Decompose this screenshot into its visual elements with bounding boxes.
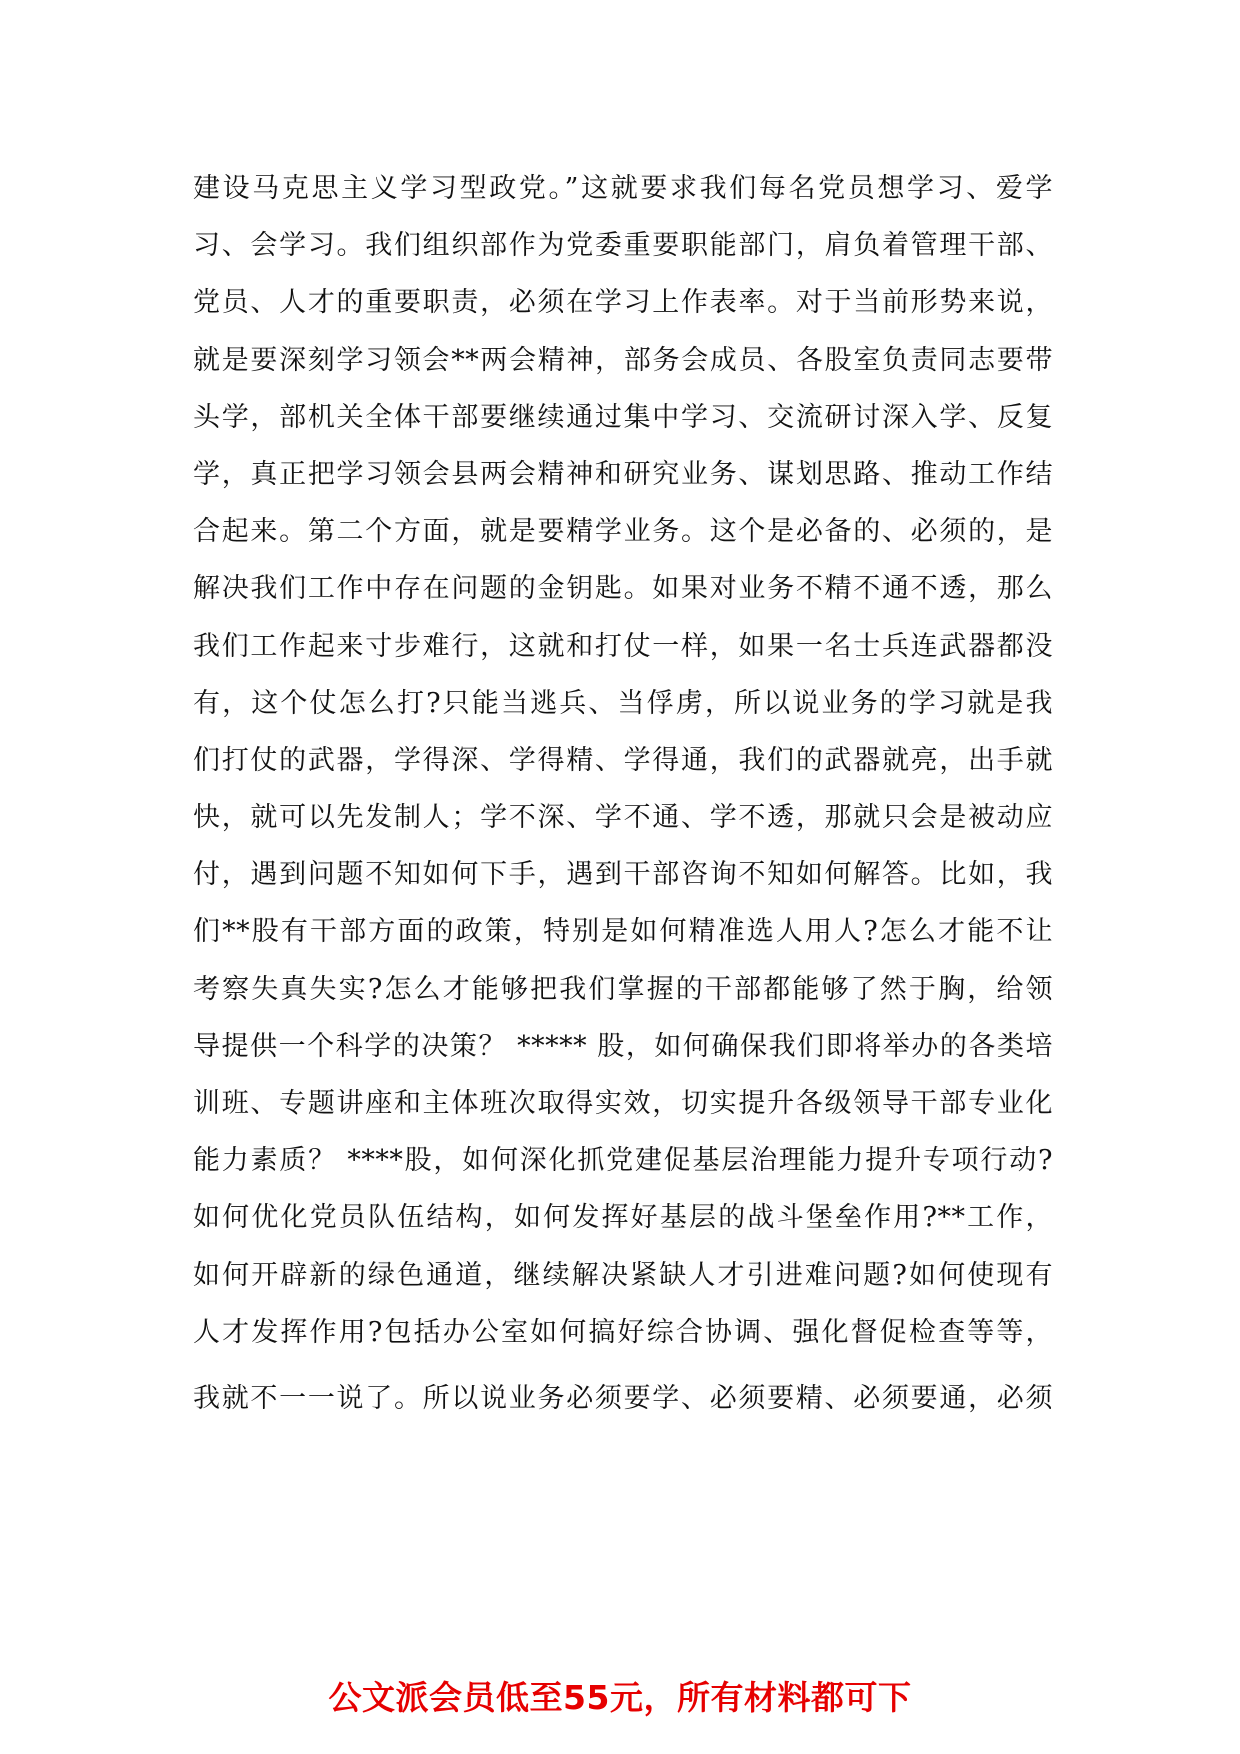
- text-line: 头学，部机关全体干部要继续通过集中学习、交流研讨深入学、反复: [193, 401, 1053, 433]
- text-line: 有，这个仗怎么打?只能当逃兵、当俘虏，所以说业务的学习就是我: [193, 687, 1053, 719]
- text-line: 人才发挥作用?包括办公室如何搞好综合协调、强化督促检查等等，: [193, 1316, 1053, 1348]
- text-line: 解决我们工作中存在问题的金钥匙。如果对业务不精不通不透，那么: [193, 573, 1053, 605]
- text-line: 习、会学习。我们组织部作为党委重要职能部门，肩负着管理干部、: [193, 230, 1053, 262]
- text-line: 们打仗的武器，学得深、学得精、学得通，我们的武器就亮，出手就: [193, 744, 1053, 776]
- document-body: [193, 160, 1053, 1427]
- text-line: 合起来。第二个方面，就是要精学业务。这个是必备的、必须的，是: [193, 516, 1053, 548]
- text-line: 快，就可以先发制人；学不深、学不通、学不透，那就只会是被动应: [193, 802, 1053, 834]
- text-line: 考察失真失实?怎么才能够把我们掌握的干部都能够了然于胸，给领: [193, 973, 1053, 1005]
- text-line: 学，真正把学习领会县两会精神和研究业务、谋划思路、推动工作结: [193, 458, 1053, 490]
- text-line: 如何开辟新的绿色通道，继续解决紧缺人才引进难问题?如何使现有: [193, 1259, 1053, 1291]
- text-line: 训班、专题讲座和主体班次取得实效，切实提升各级领导干部专业化: [193, 1088, 1053, 1119]
- text-line: 党员、人才的重要职责，必须在学习上作表率。对于当前形势来说，: [193, 287, 1053, 319]
- text-line: 就是要深刻学习领会**两会精神，部务会成员、各股室负责同志要带: [193, 344, 1053, 376]
- text-line: 能力素质？ ****股，如何深化抓党建促基层治理能力提升专项行动?: [193, 1145, 1053, 1177]
- text-line: 们**股有干部方面的政策，特别是如何精准选人用人?怎么才能不让: [193, 916, 1053, 948]
- text-line: 我就不一一说了。所以说业务必须要学、必须要精、必须要通，必须: [193, 1382, 1053, 1414]
- text-line: 如何优化党员队伍结构，如何发挥好基层的战斗堡垒作用?**工作，: [193, 1202, 1053, 1234]
- text-line: 我们工作起来寸步难行，这就和打仗一样，如果一名士兵连武器都没: [193, 630, 1053, 662]
- text-line: 导提供一个科学的决策？ ***** 股，如何确保我们即将举办的各类培: [193, 1030, 1053, 1062]
- text-line: 建设马克思主义学习型政党。”这就要求我们每名党员想学习、爱学: [193, 173, 1053, 204]
- promo-banner-text[interactable]: 公文派会员低至55元，所有材料都可下: [328, 1678, 912, 1717]
- text-line: 付，遇到问题不知如何下手，遇到干部咨询不知如何解答。比如，我: [193, 859, 1053, 891]
